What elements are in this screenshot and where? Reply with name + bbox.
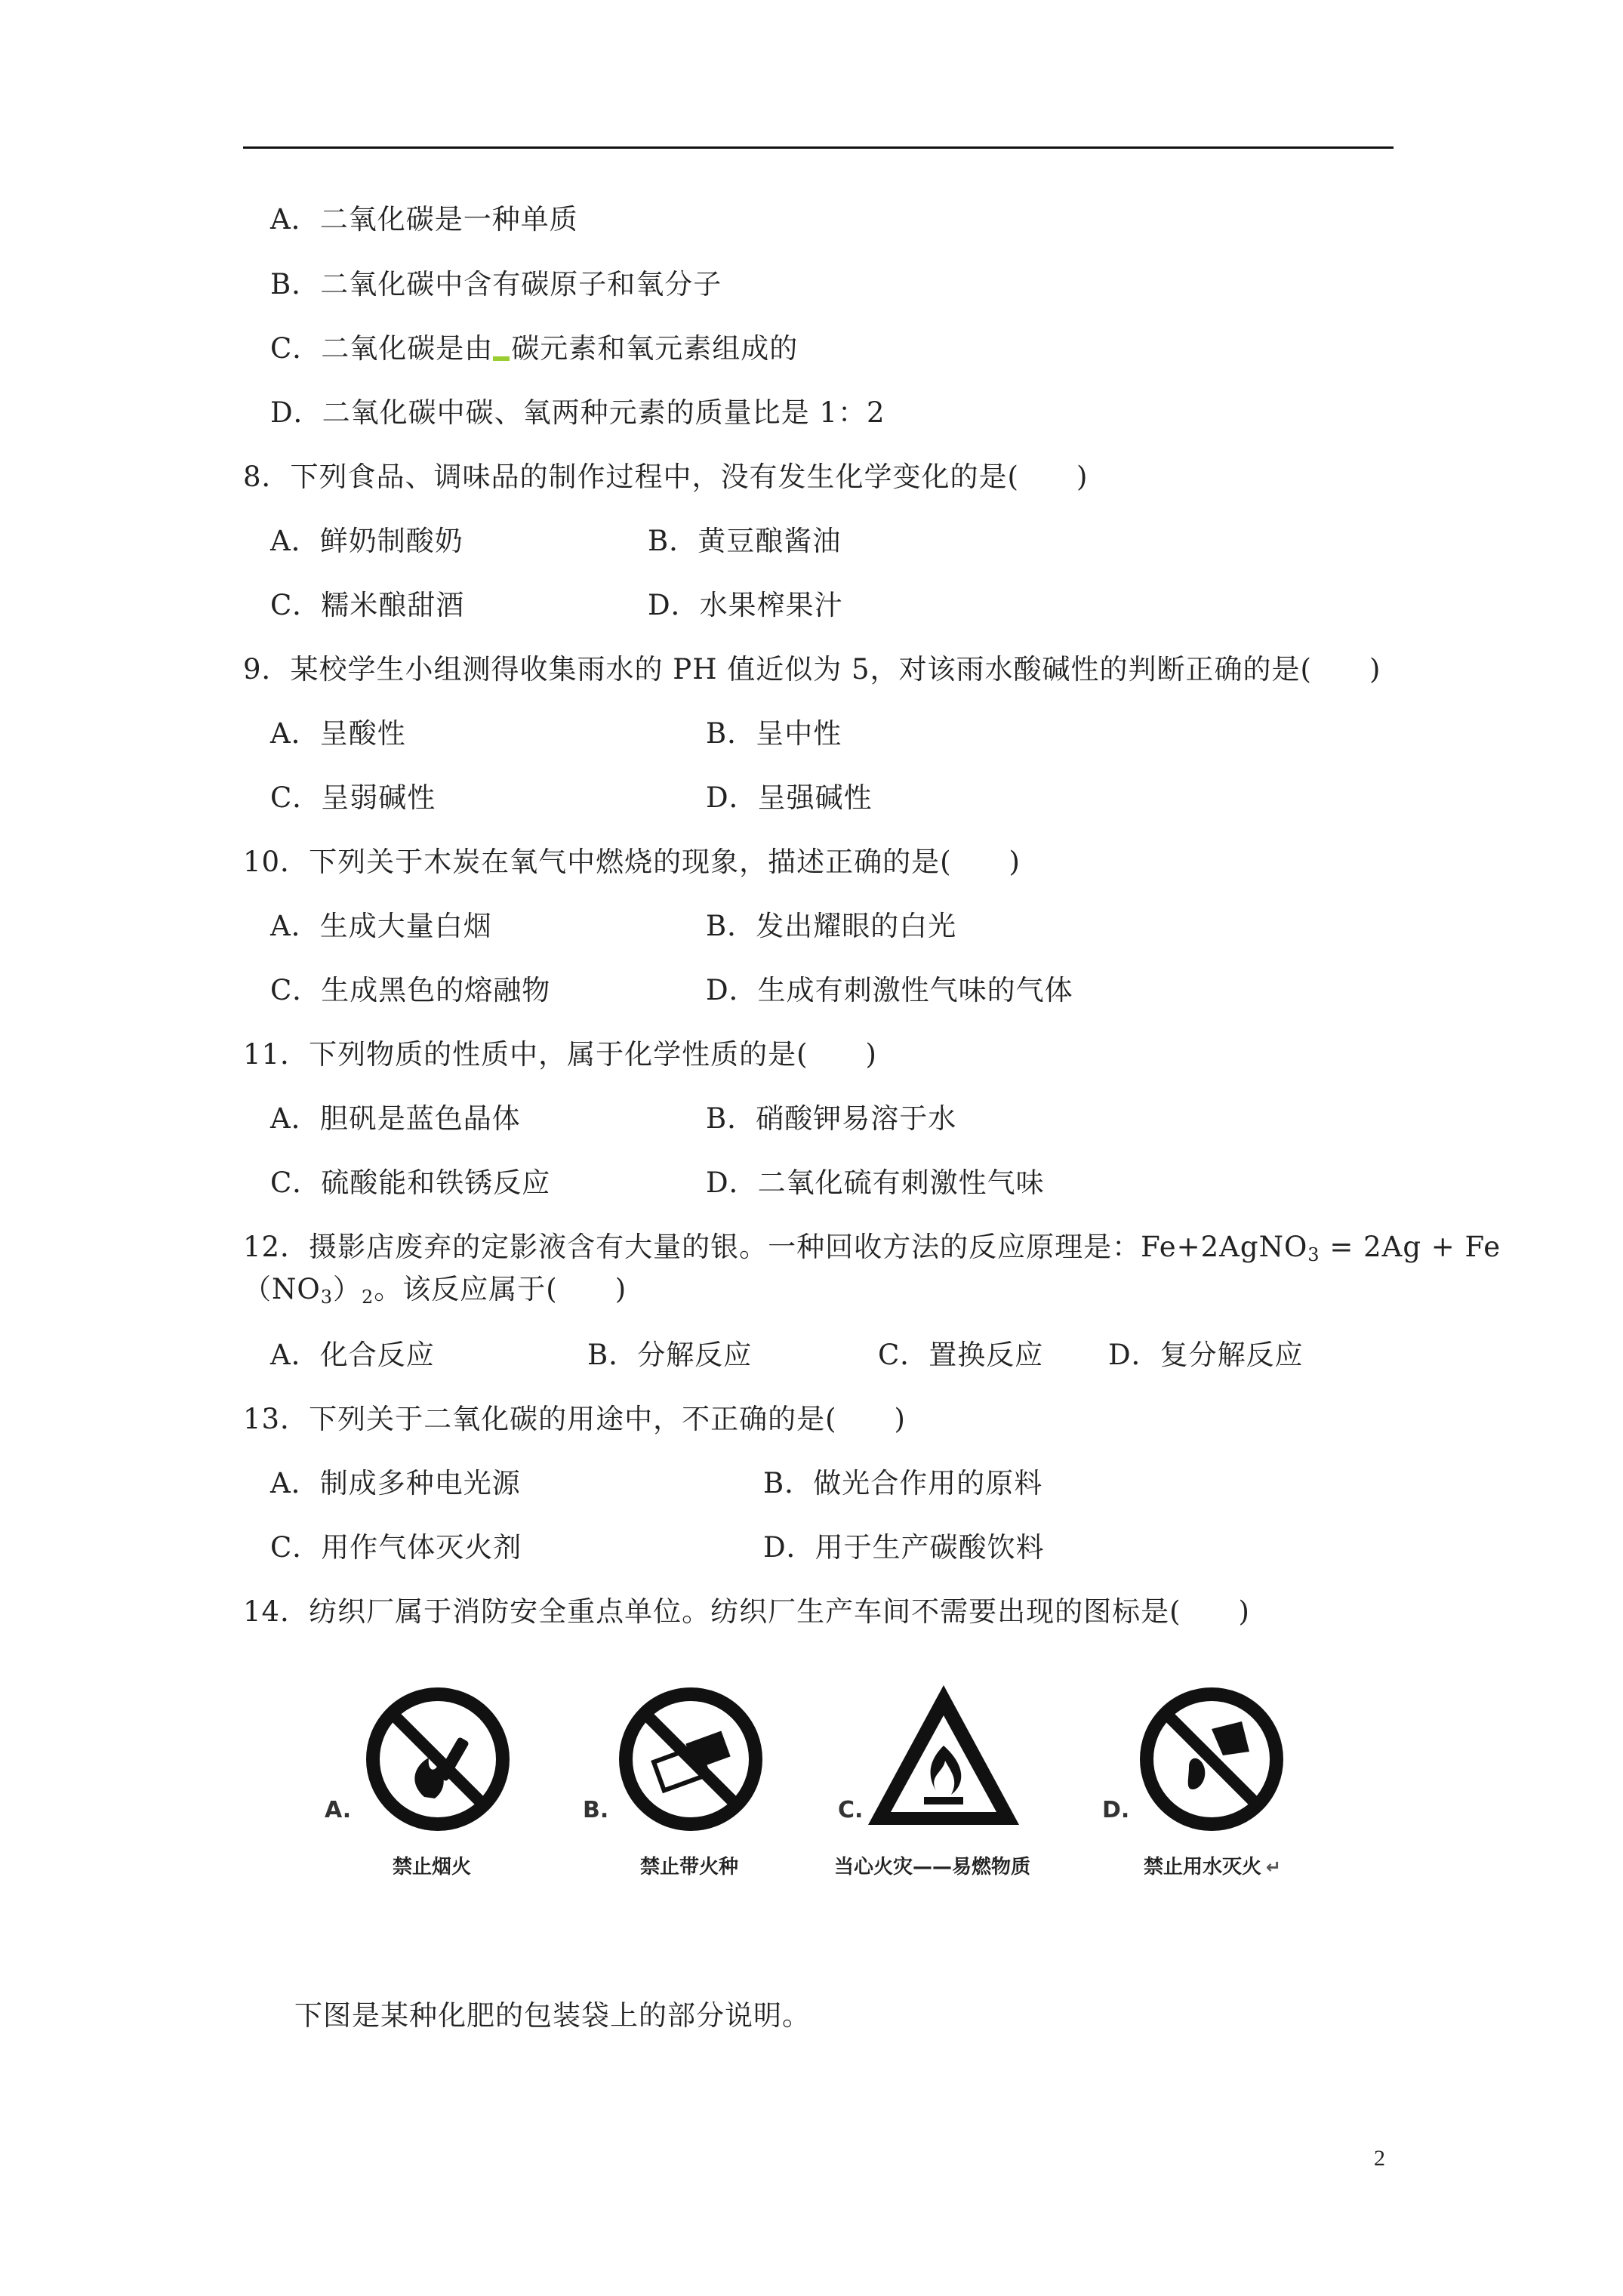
q9-option-b: B．呈中性 xyxy=(706,717,842,750)
q7-option-d: D．二氧化碳中碳、氧两种元素的质量比是 1：2 xyxy=(270,396,885,429)
sign-a xyxy=(362,1684,513,1838)
q13-option-d: D．用于生产碳酸饮料 xyxy=(763,1531,1045,1564)
q11-stem: 11．下列物质的性质中，属于化学性质的是( ) xyxy=(243,1038,877,1071)
sign-d-letter: D. xyxy=(1102,1797,1130,1823)
q10-option-b: B．发出耀眼的白光 xyxy=(706,910,957,942)
no-matches-icon xyxy=(615,1684,766,1835)
q9-option-c: C．呈弱碱性 xyxy=(270,781,436,814)
q11-option-b: B．硝酸钾易溶于水 xyxy=(706,1102,957,1135)
q12-stem-line1: 12．摄影店废弃的定影液含有大量的银。一种回收方法的反应原理是：Fe+2AgNO$_3$ = 2Ag + Fe xyxy=(243,1231,1501,1265)
q12-option-c: C．置换反应 xyxy=(878,1339,1044,1371)
q10-stem: 10．下列关于木炭在氧气中燃烧的现象，描述正确的是( ) xyxy=(243,846,1021,878)
sign-a-letter: A. xyxy=(325,1797,352,1823)
q10-option-c: C．生成黑色的熔融物 xyxy=(270,974,551,1006)
sign-c-letter: C. xyxy=(838,1797,864,1823)
q7-option-c: C．二氧化碳是由 碳元素和氧元素组成的 xyxy=(270,332,799,365)
sign-a-caption: 禁止烟火 xyxy=(393,1856,472,1878)
flammable-warning-icon xyxy=(861,1678,1027,1836)
q13-option-c: C．用作气体灭火剂 xyxy=(270,1531,522,1564)
q7-option-a: A．二氧化碳是一种单质 xyxy=(270,203,578,236)
safety-signs-figure xyxy=(317,1684,1329,1895)
no-fire-icon xyxy=(362,1684,513,1835)
q8-stem: 8．下列食品、调味品的制作过程中，没有发生化学变化的是( ) xyxy=(243,461,1089,493)
q9-option-a: A．呈酸性 xyxy=(270,717,406,750)
sign-d-caption: 禁止用水灭火 ↵ xyxy=(1144,1856,1282,1878)
q13-option-b: B．做光合作用的原料 xyxy=(763,1467,1043,1499)
q13-option-a: A．制成多种电光源 xyxy=(270,1467,521,1499)
q11-option-d: D．二氧化硫有刺激性气味 xyxy=(706,1166,1045,1199)
q8-option-d: D．水果榨果汁 xyxy=(648,589,843,621)
sign-b-letter: B. xyxy=(583,1797,609,1823)
q12-stem-line2: $(NO_3)_2$。该反应属于( ) xyxy=(243,1273,627,1308)
q13-stem: 13．下列关于二氧化碳的用途中，不正确的是( ) xyxy=(243,1403,906,1435)
q11-option-a: A．胆矾是蓝色晶体 xyxy=(270,1102,521,1135)
no-water-icon xyxy=(1136,1684,1287,1835)
next-question-intro: 下图是某种化肥的包装袋上的部分说明。 xyxy=(294,1999,811,2032)
q14-stem: 14．纺织厂属于消防安全重点单位。纺织厂生产车间不需要出现的图标是( ) xyxy=(243,1595,1250,1628)
sign-b-caption: 禁止带火种 xyxy=(640,1856,739,1878)
q8-option-c: C．糯米酿甜酒 xyxy=(270,589,465,621)
sign-c-caption: 当心火灾——易燃物质 xyxy=(834,1856,1031,1878)
q9-stem: 9．某校学生小组测得收集雨水的 PH 值近似为 5，对该雨水酸碱性的判断正确的是( ) xyxy=(243,653,1381,686)
q9-option-d: D．呈强碱性 xyxy=(706,781,873,814)
q10-option-a: A．生成大量白烟 xyxy=(270,910,492,942)
q7-option-b: B．二氧化碳中含有碳原子和氧分子 xyxy=(270,268,722,300)
header-rule xyxy=(243,146,1394,149)
sign-d xyxy=(1136,1684,1287,1838)
q12-option-a: A．化合反应 xyxy=(270,1339,435,1371)
sign-b xyxy=(615,1684,766,1838)
q12-option-b: B．分解反应 xyxy=(587,1339,753,1371)
q8-option-b: B．黄豆酿酱油 xyxy=(648,525,842,557)
page-number: 2 xyxy=(1374,2146,1385,2171)
q10-option-d: D．生成有刺激性气味的气体 xyxy=(706,974,1073,1006)
sign-c xyxy=(861,1678,1027,1839)
return-mark: ↵ xyxy=(1266,1857,1282,1878)
q8-option-a: A．鲜奶制酸奶 xyxy=(270,525,463,557)
highlight-mark xyxy=(493,356,510,361)
q11-option-c: C．硫酸能和铁锈反应 xyxy=(270,1166,551,1199)
q12-option-d: D．复分解反应 xyxy=(1108,1339,1304,1371)
